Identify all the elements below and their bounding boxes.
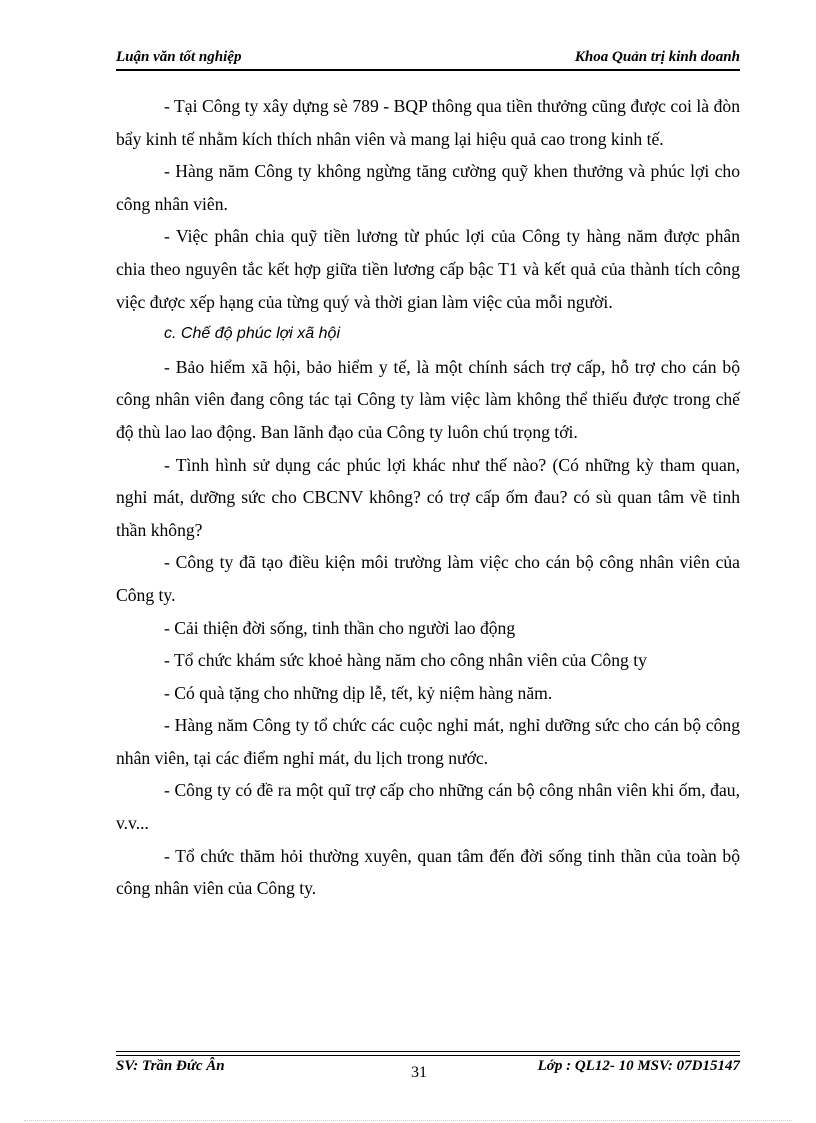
footer-student-name: SV: Trần Đức Ân (116, 1058, 225, 1074)
paragraph: - Hàng năm Công ty tổ chức các cuộc nghỉ mát, nghỉ dưỡng sức cho cán bộ công nhân viên, tại các điểm nghỉ mát, du lịch trong nước. (116, 715, 740, 768)
paragraph: - Tại Công ty xây dựng sè 789 - BQP thông qua tiền thưởng cũng được coi là đòn bẩy kinh tế nhằm kích thích nhân viên và mang lại hiệu quả cao trong kinh tế. (116, 96, 740, 149)
page-header (116, 49, 740, 69)
header-divider (116, 69, 740, 71)
paragraph: - Công ty có đề ra một quĩ trợ cấp cho những cán bộ công nhân viên khi ốm, đau, v.v... (116, 780, 740, 834)
paragraph: - Tình hình sử dụng các phúc lợi khác như thế nào? (Có những kỳ tham quan, nghỉ mát, dưỡng sức cho CBCNV không? có trợ cấp ốm đau? có sù quan tâm về tinh thần không? (116, 454, 740, 540)
footer-class-info: Lớp : QL12- 10 MSV: 07D15147 (537, 1058, 740, 1074)
paragraph: - Cải thiện đời sống, tinh thần cho người lao động (164, 617, 516, 638)
page-footer (116, 1058, 740, 1082)
section-heading: c. Chế độ phúc lợi xã hội (164, 325, 340, 343)
footer-divider-bottom (116, 1055, 740, 1056)
paragraph: - Có quà tặng cho những dịp lễ, tết, kỷ niệm hàng năm. (164, 682, 553, 703)
paragraph: - Tổ chức khám sức khoẻ hàng năm cho công nhân viên của Công ty (164, 650, 647, 671)
paragraph: - Việc phân chia quỹ tiền lương từ phúc lợi của Công ty hàng năm được phân chia theo nguyên tắc kết hợp giữa tiền lương cấp bậc T1 và kết quả của thành tích công việc được xếp hạng của từng quý và thời gian làm việc của mỗi người. (116, 226, 740, 312)
paragraph: - Hàng năm Công ty không ngừng tăng cường quỹ khen thưởng và phúc lợi cho công nhân viên. (116, 161, 740, 214)
paragraph: - Tổ chức thăm hỏi thường xuyên, quan tâm đến đời sống tinh thần của toàn bộ công nhân viên của Công ty. (116, 845, 740, 899)
paragraph: - Bảo hiểm xã hội, bảo hiểm y tế, là một chính sách trợ cấp, hỗ trợ cho cán bộ công nhân viên đang công tác tại Công ty làm việc làm không thể thiếu được trong chế độ thù lao lao động. Ban lãnh đạo của Công ty luôn chú trọng tới. (116, 356, 740, 442)
paragraph: - Công ty đã tạo điều kiện môi trường làm việc cho cán bộ công nhân viên của Công ty. (116, 552, 740, 605)
page-edge-divider (24, 1120, 792, 1121)
header-thesis-label: Luận văn tốt nghiệp (116, 49, 242, 65)
page-number: 31 (411, 1064, 427, 1081)
header-faculty-label: Khoa Quản trị kinh doanh (574, 49, 740, 65)
document-body (116, 90, 740, 905)
footer-divider-top (116, 1051, 740, 1052)
